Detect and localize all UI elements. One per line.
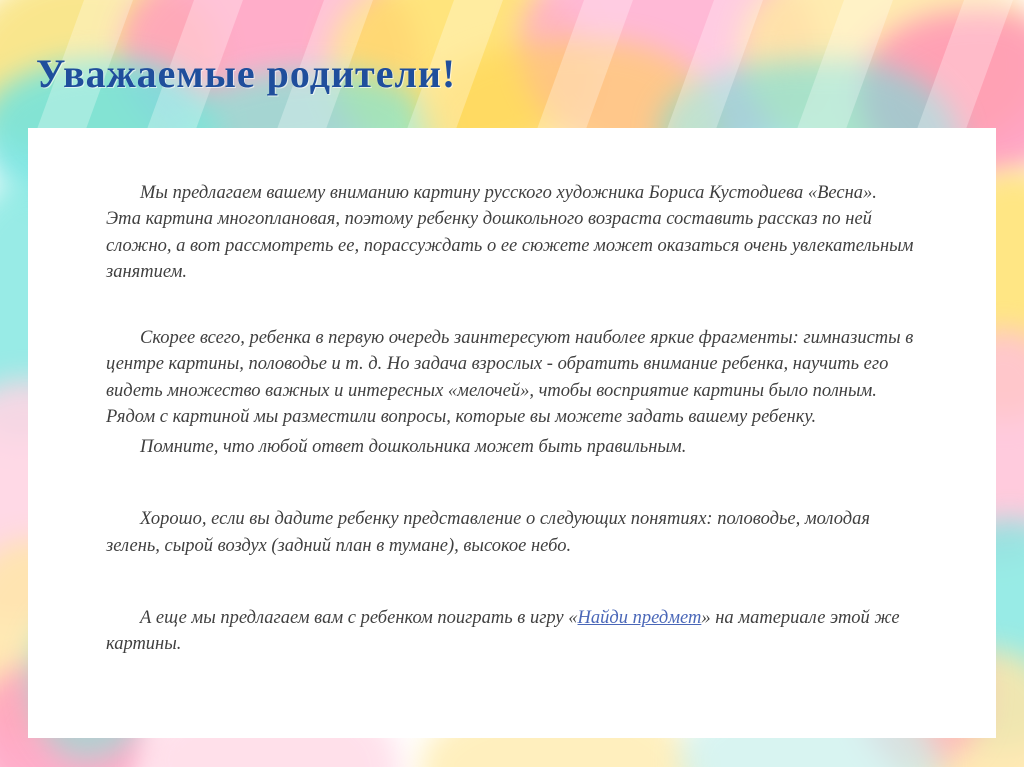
content-card [28, 128, 996, 738]
paragraph-5-after-link: » на материале этой же картины. [106, 607, 900, 655]
paragraph-3: Помните, что любой ответ дошкольника может быть правильным. [140, 437, 687, 458]
paragraph-4: Хорошо, если вы дадите ребенку представление о следующих понятиях: половодье, молодая зелень, сырой воздух (задний план в тумане), высокое небо. [106, 509, 870, 556]
paragraph-5 [106, 605, 916, 658]
slide-body-text [106, 180, 916, 676]
title-band [0, 22, 1024, 102]
paragraph-2: Скорее всего, ребенка в первую очередь заинтересуют наиболее яркие фрагменты: гимназисты в центре картины, половодье и т. д. Но задача взрослых - обратить внимание ребенка, научить его видеть множество важных и интересных «мелочей», чтобы восприятие картины было полным. Рядом с картиной мы разместили вопросы, которые вы можете задать вашему ребенку. [106, 328, 914, 427]
page-title: Уважаемые родители! [36, 51, 457, 96]
paragraph-5-before-link: А еще мы предлагаем вам с ребенком поиграть в игру « [140, 607, 578, 628]
paragraph-1: Мы предлагаем вашему вниманию картину русского художника Бориса Кустодиева «Весна». Эта картина многоплановая, поэтому ребенку дошкольного возраста составить рассказ по ней сложно, а вот рассмотреть ее, порассуждать о ее сюжете может оказаться очень увлекательным занятием. [106, 183, 914, 282]
find-object-game-link[interactable]: Найди предмет [577, 607, 702, 628]
